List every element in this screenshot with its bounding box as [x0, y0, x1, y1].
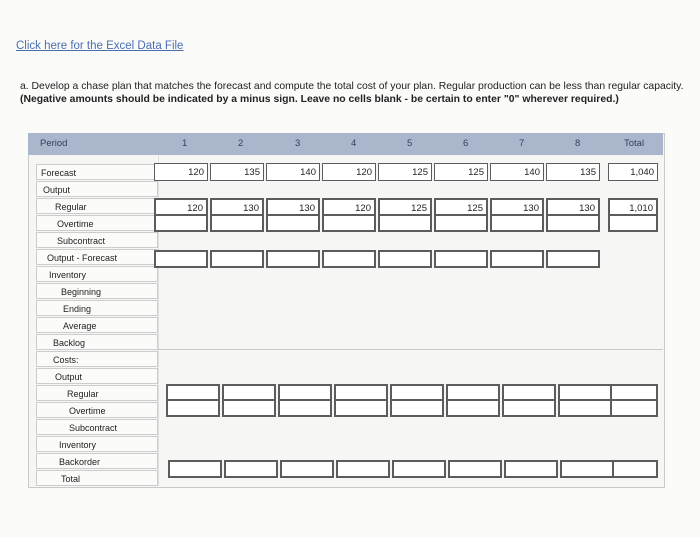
cost-total-input[interactable] [168, 460, 222, 478]
col-header: 4 [351, 138, 357, 149]
regular-input[interactable]: 120 [322, 198, 376, 216]
overtime-input[interactable] [210, 214, 264, 232]
col-header: Total [624, 138, 645, 149]
forecast-cell: 140 [490, 163, 544, 181]
row-label: Output - Forecast [36, 249, 158, 265]
col-header: 7 [519, 138, 525, 149]
forecast-cell: 125 [378, 163, 432, 181]
output-minus-forecast-input[interactable] [378, 250, 432, 268]
forecast-cell: 120 [154, 163, 208, 181]
cost-overtime-input[interactable] [390, 399, 444, 417]
col-header: 6 [463, 138, 469, 149]
instructions-bold: (Negative amounts should be indicated by a minus sign. Leave no cells blank - be certain to enter "0" wherever required.) [20, 94, 619, 105]
row-label: Inventory [36, 436, 158, 452]
grid-divider [158, 349, 663, 350]
row-label: Regular [36, 385, 158, 401]
output-minus-forecast-input[interactable] [546, 250, 600, 268]
output-minus-forecast-input[interactable] [322, 250, 376, 268]
regular-input[interactable]: 130 [490, 198, 544, 216]
overtime-input[interactable] [490, 214, 544, 232]
col-header: 3 [295, 138, 301, 149]
col-header: 8 [575, 138, 581, 149]
forecast-cell: 120 [322, 163, 376, 181]
cost-overtime-input[interactable] [446, 399, 500, 417]
overtime-input[interactable] [434, 214, 488, 232]
cost-overtime-total-input[interactable] [610, 399, 658, 417]
cost-overtime-input[interactable] [334, 399, 388, 417]
cost-total-input[interactable] [504, 460, 558, 478]
row-label: Subcontract [36, 232, 158, 248]
instructions [20, 80, 695, 106]
period-header: Period [40, 138, 68, 149]
row-label: Output [36, 181, 158, 197]
output-minus-forecast-input[interactable] [266, 250, 320, 268]
row-label: Subcontract [36, 419, 158, 435]
output-minus-forecast-input[interactable] [490, 250, 544, 268]
forecast-total-cell: 1,040 [608, 163, 658, 181]
cost-overtime-input[interactable] [278, 399, 332, 417]
regular-input[interactable]: 130 [210, 198, 264, 216]
cost-total-input[interactable] [280, 460, 334, 478]
forecast-cell: 135 [546, 163, 600, 181]
col-header: 1 [182, 138, 188, 149]
cost-overtime-input[interactable] [558, 399, 612, 417]
forecast-cell: 140 [266, 163, 320, 181]
forecast-cell: 135 [210, 163, 264, 181]
row-label: Overtime [36, 402, 158, 418]
row-label: Average [36, 317, 158, 333]
overtime-input[interactable] [378, 214, 432, 232]
forecast-cell: 125 [434, 163, 488, 181]
col-header: 2 [238, 138, 244, 149]
cost-grand-total-input[interactable] [612, 460, 658, 478]
overtime-input[interactable] [322, 214, 376, 232]
col-header: 5 [407, 138, 413, 149]
row-label: Backlog [36, 334, 158, 350]
cost-total-input[interactable] [224, 460, 278, 478]
regular-input[interactable]: 120 [154, 198, 208, 216]
output-minus-forecast-input[interactable] [154, 250, 208, 268]
row-label: Total [36, 470, 158, 486]
row-label: Regular [36, 198, 158, 214]
table-header [28, 133, 663, 155]
row-label: Beginning [36, 283, 158, 299]
cost-overtime-input[interactable] [502, 399, 556, 417]
cost-total-input[interactable] [336, 460, 390, 478]
row-label: Forecast [36, 164, 158, 180]
row-label: Overtime [36, 215, 158, 231]
row-label: Ending [36, 300, 158, 316]
overtime-input[interactable] [266, 214, 320, 232]
row-label: Backorder [36, 453, 158, 469]
regular-input[interactable]: 125 [378, 198, 432, 216]
cost-total-input[interactable] [448, 460, 502, 478]
overtime-input[interactable] [154, 214, 208, 232]
overtime-input[interactable] [546, 214, 600, 232]
cost-overtime-input[interactable] [222, 399, 276, 417]
regular-input[interactable]: 125 [434, 198, 488, 216]
row-label: Output [36, 368, 158, 384]
regular-total-input[interactable]: 1,010 [608, 198, 658, 216]
output-minus-forecast-input[interactable] [434, 250, 488, 268]
regular-input[interactable]: 130 [266, 198, 320, 216]
cost-total-input[interactable] [560, 460, 614, 478]
row-label: Inventory [36, 266, 158, 282]
row-label: Costs: [36, 351, 158, 367]
cost-overtime-input[interactable] [166, 399, 220, 417]
excel-data-link[interactable]: Click here for the Excel Data File [16, 40, 184, 52]
cost-total-input[interactable] [392, 460, 446, 478]
instructions-text: a. Develop a chase plan that matches the forecast and compute the total cost of your plan. Regular production can be less than regular capacity. [20, 81, 684, 92]
regular-input[interactable]: 130 [546, 198, 600, 216]
output-minus-forecast-input[interactable] [210, 250, 264, 268]
overtime-total-input[interactable] [608, 214, 658, 232]
